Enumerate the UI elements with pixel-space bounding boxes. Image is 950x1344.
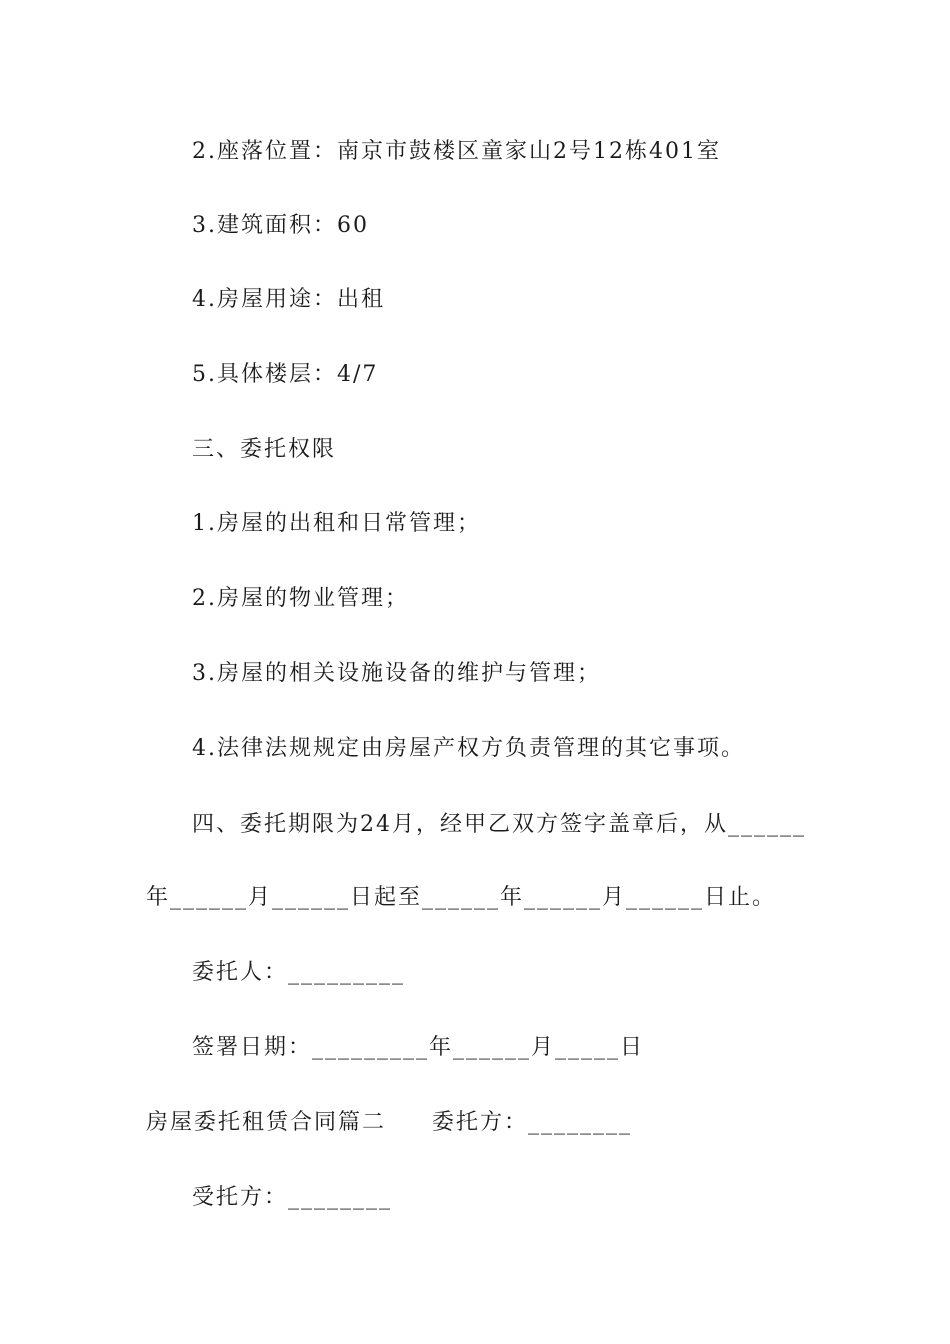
- entrusting-party: 委托方：________: [432, 1110, 633, 1135]
- text-line-floor: 5.具体楼层：4/7: [192, 362, 379, 387]
- text-line-section-two: [146, 1108, 632, 1138]
- section-title: 房屋委托租赁合同篇二: [146, 1110, 387, 1135]
- text-line-authority-3: 3.房屋的相关设施设备的维护与管理；: [192, 661, 601, 686]
- text-line-usage: 4.房屋用途：出租: [192, 287, 385, 312]
- text-line-principal: 委托人：_________: [192, 960, 406, 985]
- text-line-sign-date: 签署日期：_________年______月_____日: [192, 1035, 645, 1060]
- text-line-term-dates: 年______月______日起至______年______月______日止。: [146, 885, 777, 910]
- text-line-authority-2: 2.房屋的物业管理；: [192, 586, 409, 611]
- text-line-term: 四、委托期限为24月，经甲乙双方签字盖章后，从______: [192, 812, 806, 837]
- text-line-authority-4: 4.法律法规规定由房屋产权方负责管理的其它事项。: [192, 736, 745, 761]
- section-heading-authority: 三、委托权限: [192, 437, 337, 462]
- text-line-location: 2.座落位置：南京市鼓楼区童家山2号12栋401室: [192, 139, 721, 164]
- text-line-trustee: 受托方：________: [192, 1185, 393, 1210]
- text-line-area: 3.建筑面积：60: [192, 213, 369, 238]
- text-line-authority-1: 1.房屋的出租和日常管理；: [192, 511, 481, 536]
